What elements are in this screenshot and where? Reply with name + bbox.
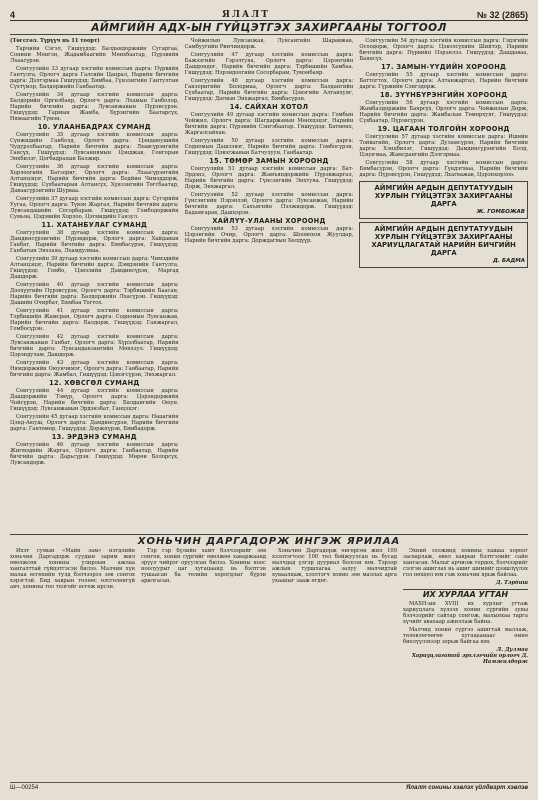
paragraph: Сонгуулийн 44 дугаар хэсгийн комиссын дарга: Дашдоржийн Тэмүр, Орлогч дарга: Цэрэндоржийн Чойсүрэн, Нарийн бичгийн дарга: Балдангийн Оюун. Гишүүдэд: Лувсанжавын Эрдэнэбат, Ганцэцэг. [10,388,179,412]
paragraph: Сонгуулийн 40 дугаар хэсгийн комиссын дарга: Доохүүгийн Пүрэвсүрэн, Орлогч дарга: Тэрбишийн Баасан, Нарийн бичгийн дарга: Балдоржийн Лхасүрэн. Гишүүдэд: Дашийн Очирбат, Бямбаа Тогтох. [10,282,179,306]
section-heading: 17. ЗАМЫН-ҮҮДИЙН ХОРООНД [381,63,507,71]
masthead [10,6,528,21]
paragraph: Сонгуулийн 50 дугаар хэсгийн комиссын дарга: Содномын Дашзэвэг, Нарийн бичгийн дарга: Гомбосүрэн, Гишүүдэд: Цэвэгжавын Батчулуун, Ганбаатар. [184,138,354,156]
paragraph: Ихэт сумын «Майн зам» нэгдлийн хоньчин Даргадорж суудын зарим жил өвөлжсөн хонины улирлын ажлаа хангалттай гүйцэтгэсэн билээ. Малчин хүн малаа өсгөхийн тулд бэлчээрээ зөв сонгох хэрэгтэй. Бид хаврын төлөөс өлсгөлөнгүй авч, хонины тоо толгойг өсгөж ирсэн. [10,548,135,590]
signature-notice-1 [359,181,528,219]
section-heading: 10. УЛААНБАДРАХ СУМАНД [37,123,151,131]
paragraph: Малчид хонин сүргээ ашигтай маллаж, төлөвлөгөөгөө хугацаанаас өмнө биелүүлэхээр зорьж байгаа юм. [403,627,528,645]
paragraph: Чойжилын Лувсанжав, Лувсангийн Шаравжав, Самбуугийн Ринчиндорж. [184,38,354,50]
paragraph: Тэр гэр бүлийн хамт бэлчээрийг зөв сонгон, хонин сүргийг өвөлжөө хаваржаанд эрүүл чийрэг оруулсан билээ. Хонины ноос ноолуурыг цаг хугацаанд нь бэлтгэн тушаасан ба төлийн хорогдлыг бүрэн арилгасан. [141,548,266,584]
paragraph: Сонгуулийн 35 дугаар хэсгийн комиссын дарга: Сүнжидийн Ганболд, Орлогч дарга: Цэндаюушийн Чудурэлбаатар, Нарийн бичгийн дарга: Лхавсүрэнгийн Гансүх, Гишүүдэд: Лувсаннямын Цэнджав, Гонгорын Энхбилэг, Цогбадрахын Балжир. [10,132,179,162]
paragraph: Сонгуулийн 56 дугаар хэсгийн комиссын дарга: Жамбалдоржийн Баярсүх, Орлогч дарга: Чойжилын Дорж, Нарийн бичгийн дарга: Жамбалын Төмөрхуяг, Гишүүдэд: Сүхбаатар, Пүрэвсүрэн. [359,100,528,124]
paragraph: Тарчийн Сэгэл, Гишүүдэд: Балдандоржийн Сугаргаа, Сонини Мөнгэн, Жадамбаагийн Мөнхбаатар, Пүрэвийн Лхаасүрэн. [10,46,179,64]
section-heading: 13. ЭРДЭНЭ СУМАНД [51,433,137,441]
paragraph: Сонгуулийн 53 дугаар хэсгийн комиссын дарга: Цэрэнгийн Очир, Орлогч дарга: Шоовохон Жуулдар, Нарийн бичгийн дарга: Дорждагвын Хөлдүүр. [184,226,354,244]
paper-name: ЯЛАЛТ [222,10,270,20]
bottom-column-4 [403,548,528,774]
paragraph: Сонгуулийн 49 дугаар хэсгийн комиссын дарга: Гомбын Чойжил, Орлогч дарга: Шагдаржавын Мөнхцэцэг, Нарийн бичгийн дарга: Пүрэвийн Сэнгэбаатар. Гишүүдэд: Батмөнх, Жаргалсайхан. [184,112,354,136]
paragraph: Сонгуулийн 34 дугаар хэсгийн комиссын дарга: Балдорийн Оргилбаяр, Орлогч дарга: Лхамын Ганболор, Нарийн бичгийн дарга: Лувсанжавын Пүрэвсүрэн. Гишүүдэд: Гармын Жамба, Бүрэнгийн Баатарсүх, Нямаагийн Түмэн. [10,92,179,122]
paragraph: Сонгуулийн 39 дугаар хэсгийн комиссын дарга: Чимэдийн Алтанцэцэг, Нарийн бичгийн дарга: Дэмдэнийн Гантулга, Гишүүдэд: Гомбо, Цэвэлийн Дамдинсүрэн, Маргад Дашдорж. [10,256,179,280]
paragraph: Сонгуулийн 58 дугаар хэсгийн комиссын дарга: Бямбасүрэн, Орлогч дарга: Гүндэгмаа, Нарийн бичгийн дарга: Пүрэвсүрэн, Гишүүдэд: Лхагважав, Цэрэнхорлоо. [359,160,528,178]
paragraph: Сонгуулийн 48 дугаар хэсгийн комиссын дарга: Ганзоригийн Болормаа, Орлогч дарга: Балдангийн Сүхбаатар, Нарийн бичгийн дарга: Цэвэгийн Алтанхуяг, Гишүүдэд: Дагвын Энхжаргал, Бямбасүрэн. [184,78,354,102]
signature-2: Л. Дулмаа [496,647,528,653]
bottom-column-1 [10,548,135,774]
paragraph: Сонгуулийн 54 дугаар хэсгийн комиссын дарга: Гэдэгийн Осоодорж, Орлогч дарга: Цэвэлсүхийн Шийтэр, Нарийн бичгийн дарга: Пүрвийн Пэрэнлээ. Гишүүдэд: Дашдаваа, Баянсүх. [359,38,528,62]
section-heading: 11. ХАТАНБУЛАГ СУМАНД [41,221,148,229]
bottom-column-3 [272,548,397,774]
print-code: Ш—00254 [10,785,39,791]
paragraph: Сонгуулийн 41 дугаар хэсгийн комиссын дарга: Тэрбишийн Жамсран, Орлогч дарга: Содномын Лувсанжав, Нарийн бичгийн дарга: Балдорж, Гишүүдэд: Ганжаргал, Гомбосүрэн. [10,308,179,332]
paragraph: Сонгуулийн 46 дугаар хэсгийн комиссын дарга: Жигмэдийн Жаргал, Орлогч дарга: Ганбаатар, Нарийн бичгийн дарга: Дарьсүрэн. Гишүүдэд: Мөрөн Болорсүх, Лувсандорж. [10,442,179,466]
paragraph: Сонгуулийн 47 дугаар хэсгийн комиссын дарга: Бажээгийн Гэрэлтуяа, Орлогч дарга: Цэрэнгийн Дашдондог, Нарийн бичгийн дарга: Тэрбишийн Хамбаа. Гишүүдэд: Нэрэндоогийн Сосорбарам, Тумэнбаяр. [184,52,354,76]
resolution-columns [10,38,528,535]
section-heading: 18. ЗҮҮНБҮРЭНГИЙН ХОРООНД [379,91,508,99]
section-heading: 19. ЦАГААН ТОЛГОЙН ХОРООНД [377,125,510,133]
bottom-headline: ХОНЬЧИН ДАРГАДОРЖ ИНГЭЖ ЯРИЛАА [137,536,401,547]
notice-2-name: Д. БАДМА [493,258,526,264]
paragraph: (Төгсгөл. Түрүүч нь 11 тоорт) [10,38,100,44]
notice-1-name: Ж. ГОМБОЖАВ [476,209,526,215]
column-3-text [359,38,528,178]
paragraph: Хоньчин Даргадорж өнгөрсөн жил 100 хээлтэгчээс 100 төл бойжуулсан нь бусад малчдад үлгэр дууриал болсон юм. Тэрээр ажлын туршлагаа залуу малчидтай хуваалцаж, хээлтэгч хонио зөв маллах арга ухааныг зааж өгдөг. [272,548,397,584]
signature-notice-2 [359,222,528,268]
subheadline: ИХ ХУРЛАА УГТАН [403,589,528,598]
paragraph: Сонгуулийн 45 дугаар хэсгийн комиссын дарга: Нацагийн Цэнд-Аюуш, Орлогч дарга: Дамдинсүрэн, Нарийн бичгийн дарга: Гантөмөр, Гишүүдэд: Доржпүрэв, Бямбадорж. [10,414,179,432]
paragraph: Сонгуулийн 43 дугаар хэсгийн комиссын дарга: Нямдоржийн Оюунчимэг, Орлогч дарга: Ганбаатар, Нарийн бичгийн дарга: Жамбал, Гишүүдэд: Цэвэгсүрэн, Энхжаргал. [10,360,179,378]
paragraph: Сонгуулийн 37 дугаар хэсгийн комиссын дарга: Сүгэрийн Уугаа, Орлогч дарга: Түвэн Жаргал, Нарийн бичгийн дарга: Лувсандашийн Сосорбарам. Гишүүдэд: Гомбодоржийн Сумьяа, Цэдэвийн Хорлоо, Цэгмидийн Ганзул. [10,196,179,220]
section-heading: ХАЙЛҮҮ-УЛААНЫ ХОРООНД [212,217,326,225]
notice-2-title: АЙМГИЙН АРДЫН ДЕПУТАТУУДЫН ХУРЛЫН ГҮЙЦЭТГЭХ ЗАХИРГААНЫ ХАРИУЦЛАГАТАЙ НАРИЙН БИЧГИЙН ДАРГА [371,225,516,257]
article-column-2 [185,38,354,534]
editor-credit: Хариуцлагатай эрхлэгчийн орлогч Д. Намжилдорж [411,653,528,665]
paragraph: Сонгуулийн 38 дугаар хэсгийн комиссын дарга: Дамдинсүрэнгийн Пүрэвдорж, Орлогч дарга: Хайдавын Ганбат, Нарийн бичгийн дарга: Бямбасүрэн, Гишүүдэд: Ганбатын Энхзаяа, Лхамдулмаа. [10,230,179,254]
section-heading: 15. ТӨМӨР ЗАМЫН ХОРООНД [209,157,329,165]
paragraph: Сонгуулийн 55 дугаар хэсгийн комиссын дарга: Баттогтох, Орлогч дарга: Алтанжаргал, Нарийн бичгийн дарга: Гүржийн Сэнгэдорж. [359,72,528,90]
paragraph: Сонгуулийн 33 дугаар хэсгийн комиссын дарга: Пүрвийн Гантулга, Орлогч дарга Галсийн Цацрал, Нарийн бичгийн дарга: Дэлгэрмаа Гишүүдэд: Бямбаа, Гүнзэнгийн Гантулгын Сүхтүмэр, Балдоржийн Ганбаатар. [10,66,179,90]
signature-1: Д. Тэрбиш [495,580,528,586]
section-heading: 12. ХӨВСГӨЛ СУМАНД [49,379,140,387]
paragraph: Сонгуулийн 36 дугаар хэсгийн комиссын дарга: Хорлоогийн Батзориг, Орлогч дарга: Лхаасүрэнгийн Алтанцэцэг, Нарийн бичгийн дарга: Бодйин Чимэддорж, Гишүүдэд: Сүхбаатарын Алтансүх, Хүнзэнгийн Төгсбаатар, Даваасүрэнгийн Шурваа. [10,164,179,194]
paragraph: МАХН-ын XVIII их хурлыг угтаж хариуцлага хүлээх хонин сүргийн зуны бэлчээрийг сайтар сонгож, малынхаа тарга хүчийг авахаар ажиллаж байна. [403,601,528,625]
paragraph: Эхний ээлжинд хонины хашаа хороог засварлаж, өвөл хаврын бэлтгэлийг сайн хангасан. Малыг арчилж тордох, бэлчээрийг сэлгэн ашиглах нь ашиг шимийг дээшлүүлэх гол нөхцөл юм гэж хоньчин ярьж байлаа. [403,548,528,578]
press-credit: Ялалт сонины хэвлэх үйлдвэрт хэвлэв [406,785,528,791]
footer [10,782,528,795]
page-number: 4 [10,10,16,20]
resolution-banner: АЙМГИЙН АДХ-ЫН ГҮЙЦЭТГЭХ ЗАХИРГААНЫ ТОГТООЛ [10,21,528,35]
paragraph: Сонгуулийн 52 дугаар хэсгийн комиссын дарга: Гүнсэнгийн Пэрэнлэй, Орлогч дарга: Лувсанжав, Нарийн бичгийн дарга: Сахъягийн Пэлжидорж. Гишүүдэд: Бадамгарав, Дашцэрэн. [184,192,354,216]
article-column-1 [10,38,179,534]
section-heading: 14. САЙХАН ХОТОЛ [229,103,309,111]
notice-1-title: АЙМГИЙН АРДЫН ДЕПУТАТУУДЫН ХУРЛЫН ГҮЙЦЭТГЭХ ЗАХИРГААНЫ ДАРГА [374,184,513,208]
issue-number: № 32 (2865) [476,10,528,20]
bottom-column-2 [141,548,266,774]
bottom-article [10,537,528,785]
paragraph: Сонгуулийн 51 дугаар хэсгийн комиссын дарга: Бат-Эрдэнэ, Орлогч дарга: Жамъяндоржийн Пүрэвжаргал, Нарийн бичгийн дарга: Гүнсэнгийн Энхтуяа. Гишүүдэд: Дорж, Энхжаргал. [184,166,354,190]
paragraph: Сонгуулийн 42 дугаар хэсгийн комиссын дарга: Лувсанжавын Ганбат, Орлогч дарга: Хүрэлбаатар, Нарийн бичгийн дарга: Лувсанданзангийн Мөнхзул. Гишүүдэд: Цэрэндулам, Дашдорж. [10,334,179,358]
article-column-3 [359,38,528,534]
paragraph: Сонгуулийн 57 дугаар хэсгийн комиссын дарга: Ишийн Тойвагийн, Орлогч дарга: Дуламсүрэн, Нарийн бичгийн дарга: Хэнцбилэг, Гишүүдэд: Дамдинсүрэнгийн Болд, Цэцэгмаа, Жамсрангийн Дэлгэрмаа. [359,134,528,158]
bottom-columns [10,548,528,774]
